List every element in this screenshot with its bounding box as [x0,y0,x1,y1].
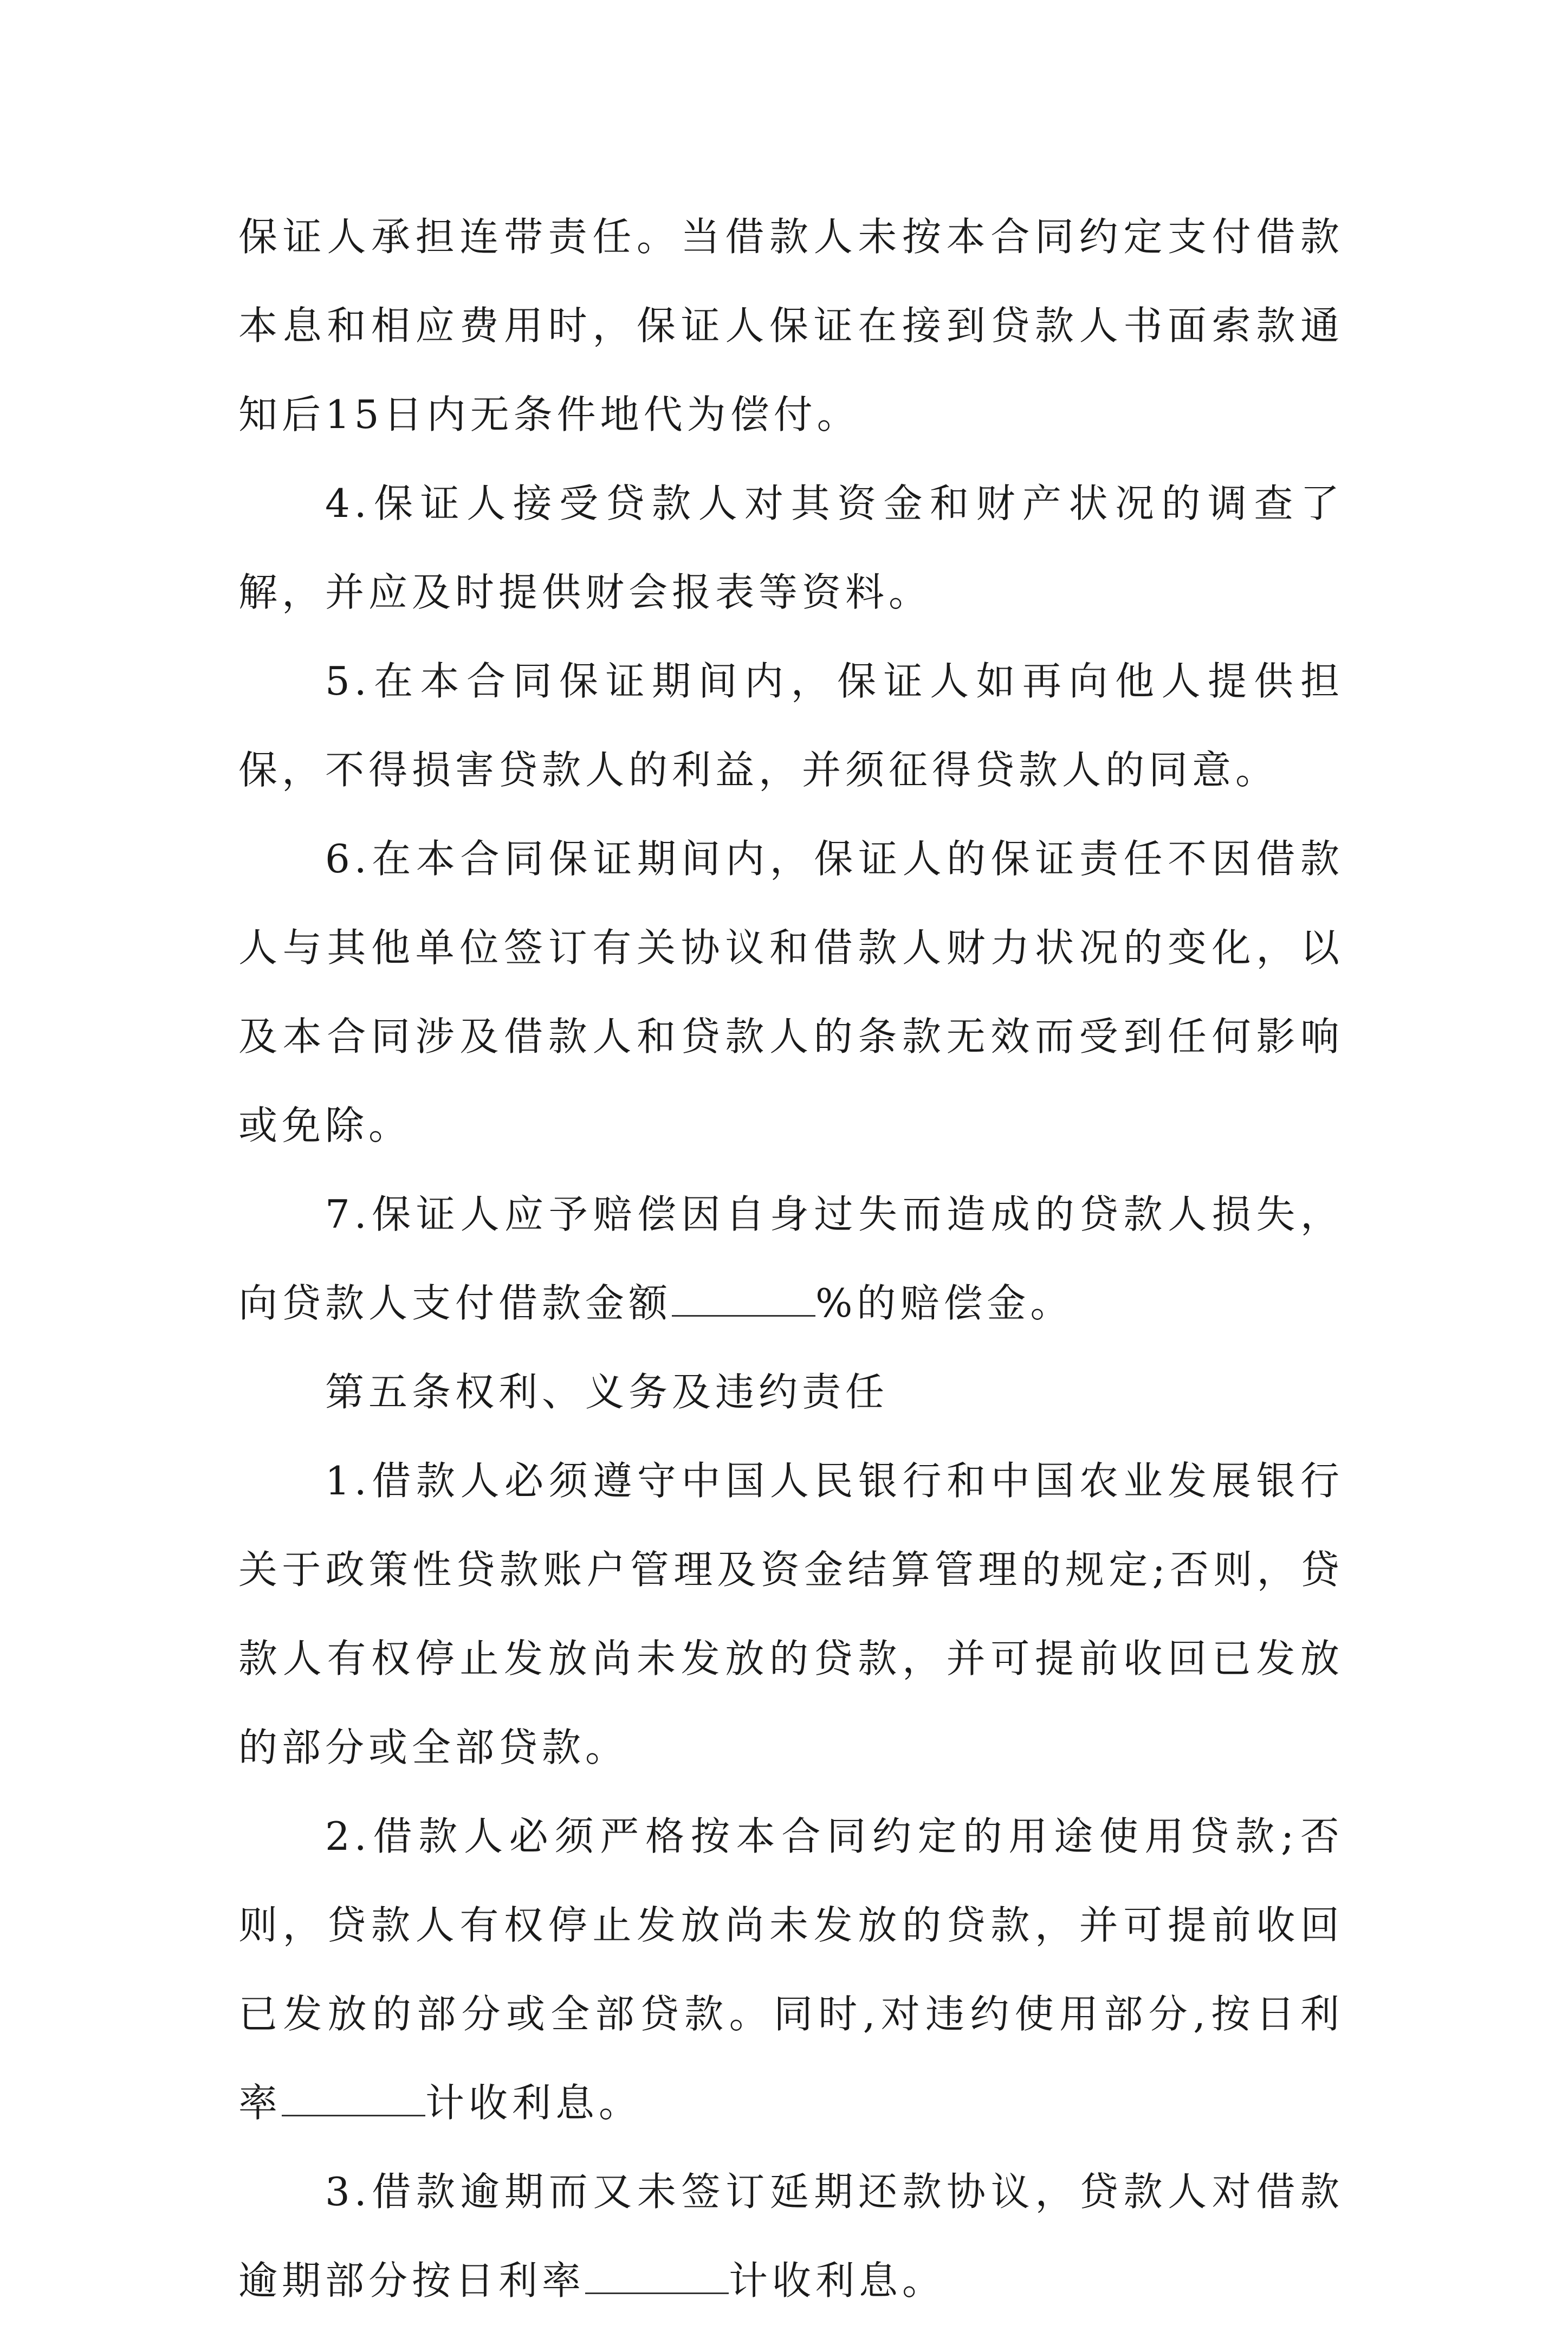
clause-6-liability-not-affected: 6.在本合同保证期间内，保证人的保证责任不因借款人与其他单位签订有关协议和借款人财力状况的变化，以及本合同涉及借款人和贷款人的条款无效而受到任何影响或免除。 [238,836,1344,1148]
clause-7-text-after: %的赔偿金。 [815,1280,1074,1326]
article-5-clause-2-text-after: 计收利息。 [425,2080,643,2126]
clause-5-other-guarantees: 5.在本合同保证期间内，保证人如再向他人提供担保，不得损害贷款人的利益，并须征得贷款人的同意。 [238,658,1344,793]
compensation-percent-blank[interactable] [672,1280,815,1317]
article-5-clause-1-accounts: 1.借款人必须遵守中国人民银行和中国农业发展银行关于政策性贷款账户管理及资金结算管理的规定;否则，贷款人有权停止发放尚未发放的贷款，并可提前收回已发放的部分或全部贷款。 [238,1458,1344,1770]
article-5-clause-3-text-before: 3.借款逾期而又未签订延期还款协议，贷款人对借款逾期部分按日利率 [238,2169,1344,2303]
clause-7-text-before: 7.保证人应予赔偿因自身过失而造成的贷款人损失，向贷款人支付借款金额 [238,1191,1344,1326]
clause-4-investigation: 4.保证人接受贷款人对其资金和财产状况的调查了解，并应及时提供财会报表等资料。 [238,481,1344,615]
paragraph-guarantor-joint-liability: 保证人承担连带责任。当借款人未按本合同约定支付借款本息和相应费用时，保证人保证在接到贷款人书面索款通知后15日内无条件地代为偿付。 [238,214,1344,437]
daily-rate-blank-misuse[interactable] [282,2080,425,2116]
article-5-clause-2-usage [238,1792,1344,2147]
document-body [238,192,1344,2325]
article-5-clause-3-overdue [238,2147,1344,2325]
article-5-clause-2-text-before: 2.借款人必须严格按本合同约定的用途使用贷款;否则，贷款人有权停止发放尚未发放的贷款，并可提前收回已发放的部分或全部贷款。同时,对违约使用部分,按日利率 [238,1814,1344,2126]
daily-rate-blank-overdue[interactable] [585,2257,729,2294]
clause-7-compensation [238,1170,1344,1348]
article-5-clause-3-text-after: 计收利息。 [729,2258,946,2303]
article-5-heading: 第五条权利、义务及违约责任 [325,1369,889,1415]
